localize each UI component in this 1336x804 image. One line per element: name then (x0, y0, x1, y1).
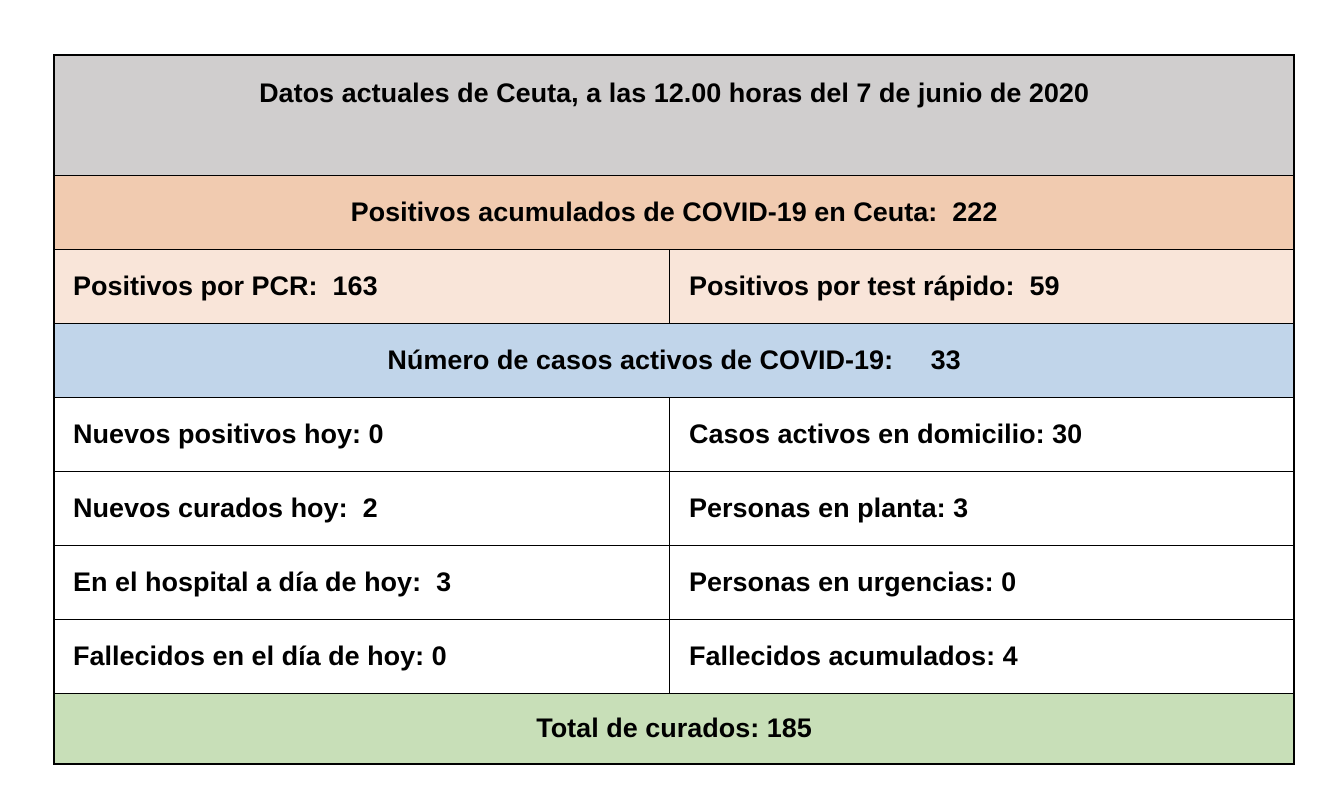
personas-urgencias: Personas en urgencias: 0 (689, 567, 1017, 597)
table-row (55, 471, 1293, 545)
positivos-acumulados-row (55, 175, 1293, 249)
personas-planta: Personas en planta: 3 (689, 493, 969, 523)
total-curados: Total de curados: 185 (536, 713, 812, 743)
nuevos-positivos: Nuevos positivos hoy: 0 (55, 398, 670, 471)
positivos-breakdown-row (55, 249, 1293, 323)
casos-domicilio: Casos activos en domicilio: 30 (689, 419, 1083, 449)
fallecidos-hoy: Fallecidos en el día de hoy: 0 (55, 620, 670, 693)
covid-data-table (53, 54, 1295, 765)
casos-activos-row (55, 323, 1293, 397)
title-row (55, 56, 1293, 175)
casos-activos: Número de casos activos de COVID-19: 33 (387, 345, 961, 375)
positivos-test-rapido: Positivos por test rápido: 59 (689, 271, 1060, 301)
nuevos-curados: Nuevos curados hoy: 2 (55, 472, 670, 545)
total-curados-row (55, 693, 1293, 763)
hospital-hoy: En el hospital a día de hoy: 3 (55, 546, 670, 619)
positivos-pcr: Positivos por PCR: 163 (55, 250, 670, 323)
table-row (55, 619, 1293, 693)
positivos-acumulados: Positivos acumulados de COVID-19 en Ceuta: 222 (350, 197, 998, 227)
table-row (55, 545, 1293, 619)
table-title: Datos actuales de Ceuta, a las 12.00 horas del 7 de junio de 2020 (259, 78, 1089, 108)
fallecidos-acumulados: Fallecidos acumulados: 4 (689, 641, 1018, 671)
table-row (55, 397, 1293, 471)
